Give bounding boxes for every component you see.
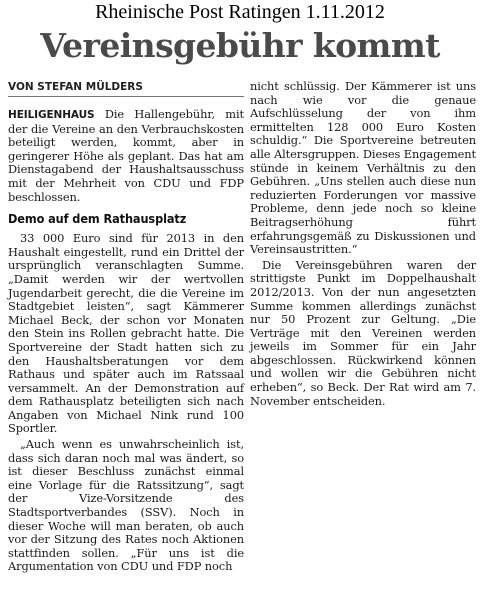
body-paragraph-continued: nicht schlüssig. Der Kämmerer ist uns nach wie vor die genaue Aufschlüsselung der von ihm ermittelten 128 000 Euro Kosten schuldig.“ Die Sportvereine betreuten alle Altersgruppen. Dieses Engagement stünde in keinem Verhältnis zu den Gebühren. „Uns stellen auch diese nun reduzierten Forderungen vor massive Probleme, denn jede noch so kleine Beitragserhöhung führt erfahrungsgemäß zu Diskussionen und Vereinsaustritten.“ <box>250 79 476 257</box>
dateline-location: HEILIGENHAUS <box>8 109 95 121</box>
byline-divider <box>8 96 244 97</box>
headline: Vereinsgebühr kommt <box>40 26 440 65</box>
lead-text: Die Hallengebühr, mit der die Vereine an den Verbrauchskosten beteiligt werden, kommt, aber in geringerer Höhe als geplant. Das hat am Dienstagabend der Haushaltsausschuss mit der Mehrheit von CDU und FDP beschlossen. <box>8 107 244 204</box>
column-left <box>8 108 244 576</box>
source-line: Rheinische Post Ratingen 1.11.2012 <box>95 1 385 23</box>
lead-paragraph <box>8 108 244 204</box>
byline: VON STEFAN MÜLDERS <box>8 81 143 93</box>
body-paragraph: „Auch wenn es unwahrscheinlich ist, dass sich daran noch mal was ändert, so ist dieser Beschluss zunächst einmal eine Vorlage für die Ratssitzung“, sagt der Vize-Vorsitzende des Stadtsportverbandes (SSV). Noch in dieser Woche will man beraten, ob auch vor der Sitzung des Rates noch Aktionen stattfinden sollen. „Für uns ist die Argumentation von CDU und FDP noch <box>8 437 244 574</box>
column-right <box>250 80 476 410</box>
body-paragraph: 33 000 Euro sind für 2013 in den Haushalt eingestellt, rund ein Drittel der ursprünglich veranschlagten Summe. „Damit werden wir der wertvollen Jugendarbeit gerecht, die die Vereine im Stadtgebiet leisten“, sagt Kämmerer Michael Beck, der schon vor Monaten den Stein ins Rollen gebracht hatte. Die Sportvereine der Stadt hatten sich zu den Haushaltsberatungen vor dem Rathaus und später auch im Ratssaal versammelt. An der Demonstration auf dem Rathausplatz beteiligten sich nach Angaben von Michael Nink rund 100 Sportler. <box>8 231 244 436</box>
subheading: Demo auf dem Rathausplatz <box>8 211 187 227</box>
body-paragraph: Die Vereinsgebühren waren der strittigste Punkt im Doppelhaushalt 2012/2013. Von der nun angesetzten Summe kommen allerdings zunächst nur 50 Prozent zur Geltung. „Die Verträge mit den Vereinen werden jeweils im Sommer für ein Jahr abgeschlossen. Rückwirkend können und wollen wir die Gebühren nicht erheben“, so Beck. Der Rat wird am 7. November entscheiden. <box>250 257 476 408</box>
